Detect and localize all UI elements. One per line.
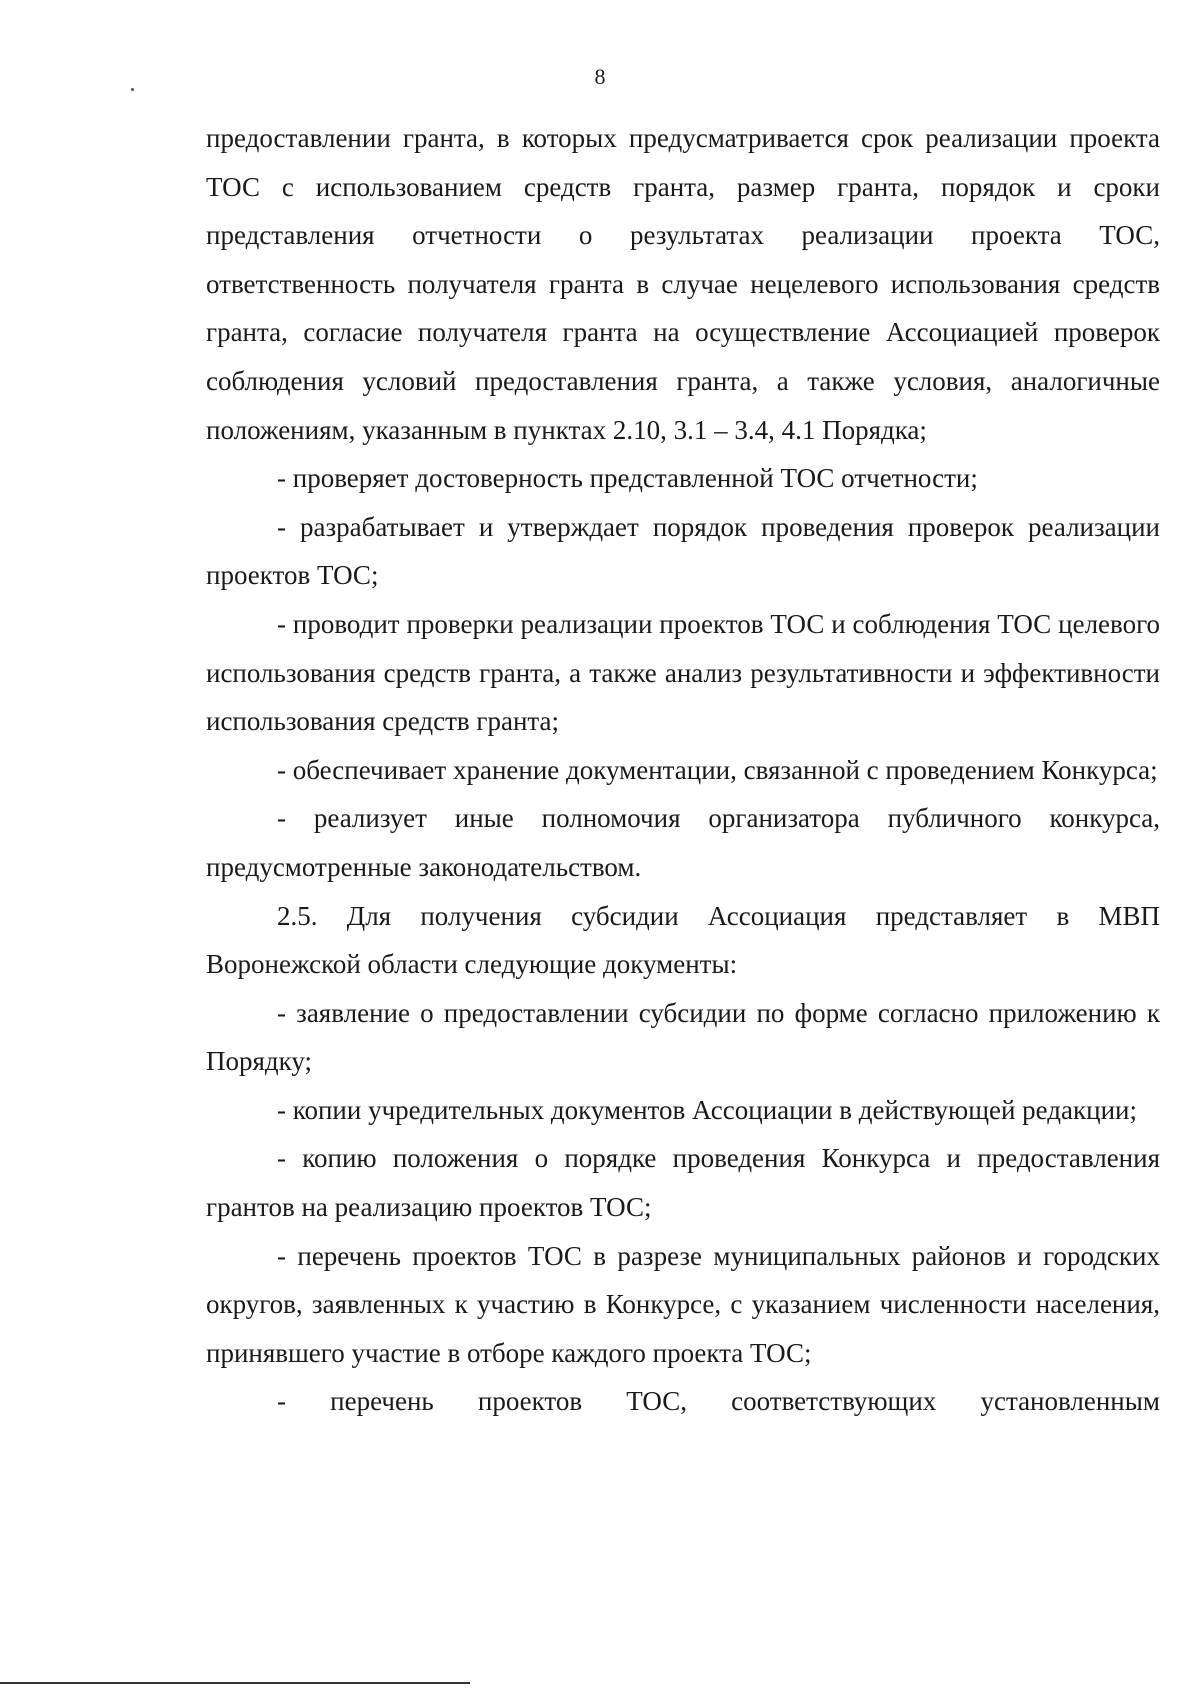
document-body [206,114,1160,1426]
paragraph-verifies-reporting: - проверяет достоверность представленной ТОС отчетности; [277,463,978,494]
paragraph-stores-documentation: - обеспечивает хранение документации, связанной с проведением Конкурса; [277,754,1158,785]
scan-speck [131,88,134,91]
paragraph-conducts-inspections: - проводит проверки реализации проектов ТОС и соблюдения ТОС целевого использования средств гранта, а также анализ результативности и эффективности использования средств гранта; [206,608,1160,737]
page-number: 8 [594,64,606,89]
paragraph-develops-inspection-procedure: - разрабатывает и утверждает порядок проведения проверок реализации проектов ТОС; [206,511,1160,591]
paragraph-project-list-matching: - перечень проектов ТОС, соответствующих установленным [277,1386,1160,1417]
paragraph-other-powers: - реализует иные полномочия организатора публичного конкурса, предусмотренные законодательством. [206,803,1160,882]
paragraph-project-list-by-district: - перечень проектов ТОС в разрезе муниципальных районов и городских округов, заявленных к участию в Конкурсе, с указанием численности населения, принявшего участие в отборе каждого проекта ТОС; [206,1240,1160,1368]
paragraph-contest-regulation-copy: - копию положения о порядке проведения Конкурса и предоставления грантов на реализацию проектов ТОС; [206,1143,1160,1223]
footer-rule [0,1682,470,1684]
paragraph-founding-documents: - копии учредительных документов Ассоциации в действующей редакции; [277,1094,1137,1125]
paragraph-grant-agreement-continuation: предоставлении гранта, в которых предусматривается срок реализации проекта ТОС с использованием средств гранта, размер гранта, порядок и сроки представления отчетности о результатах реализации проекта ТОС, ответственность получателя гранта в случае нецелевого использования средств гранта, согласие получателя гранта на осуществление Ассоциацией проверок соблюдения условий предоставления гранта, а также условия, аналогичные положениям, указанным в пунктах 2.10, 3.1 – 3.4, 4.1 Порядка; [206,123,1160,445]
paragraph-subsidy-application: - заявление о предоставлении субсидии по форме согласно приложению к Порядку; [206,997,1160,1077]
paragraph-section-2-5: 2.5. Для получения субсидии Ассоциация представляет в МВП Воронежской области следующие документы: [206,900,1160,980]
